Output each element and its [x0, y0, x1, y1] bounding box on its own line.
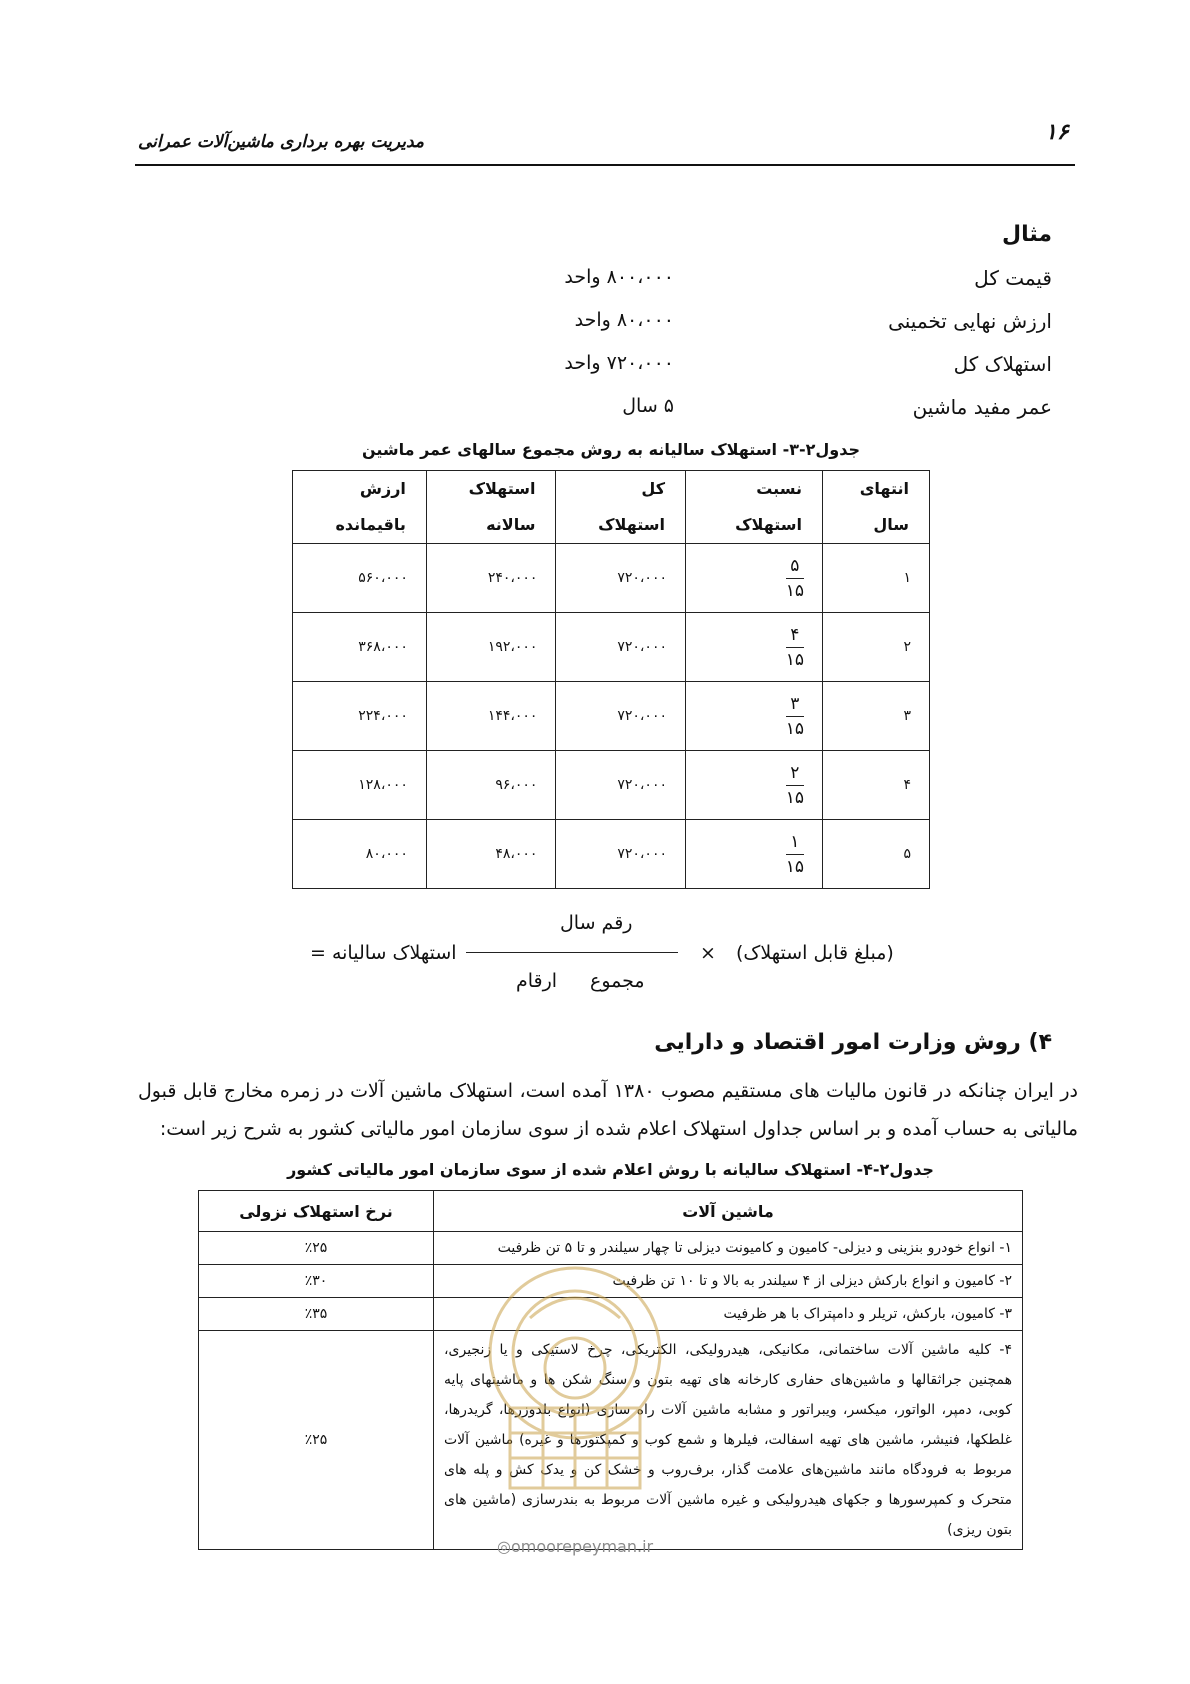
- year-cell: ۱: [823, 544, 930, 613]
- rate-cell: ٪۲۵: [199, 1331, 434, 1550]
- table1-header-cell: استهلاک سالانه: [426, 471, 556, 544]
- example-value-total-depreciation: ۷۲۰،۰۰۰ واحد: [564, 352, 674, 374]
- remaining-value-cell: ۵۶۰،۰۰۰: [293, 544, 427, 613]
- example-title: مثال: [1002, 222, 1052, 247]
- section-paragraph: در ایران چنانکه در قانون مالیات های مستقیم مصوب ۱۳۸۰ آمده است، استهلاک ماشین آلات در زمره مخارج قابل قبول مالیاتی به حساب آمده و بر اساس جداول استهلاک اعلام شده از سوی سازمان امور مالیاتی کشور به شرح زیر است:: [138, 1080, 1079, 1140]
- formula-fraction-bar: [466, 952, 678, 953]
- table-row: [293, 613, 930, 682]
- ratio-cell: $\frac{۴}{۱۵}$: [686, 613, 823, 682]
- total-depreciation-cell: ۷۲۰،۰۰۰: [556, 613, 686, 682]
- machine-cell: ۳- کامیون، بارکش، تریلر و دامپتراک با هر ظرفیت: [434, 1298, 1023, 1331]
- header-rule: [135, 164, 1075, 166]
- machine-header: ماشین آلات: [434, 1191, 1023, 1232]
- table-row: [293, 751, 930, 820]
- year-cell: ۳: [823, 682, 930, 751]
- ratio-cell: $\frac{۵}{۱۵}$: [686, 544, 823, 613]
- annual-depreciation-cell: ۱۴۴،۰۰۰: [426, 682, 556, 751]
- remaining-value-cell: ۸۰،۰۰۰: [293, 820, 427, 889]
- example-label-total-depreciation: استهلاک کل: [953, 352, 1052, 376]
- formula-denominator-1: مجموع: [590, 970, 645, 992]
- remaining-value-cell: ۲۲۴،۰۰۰: [293, 682, 427, 751]
- table2-caption: جدول۲-۴- استهلاک سالیانه با روش اعلام شده از سوی سازمان امور مالیاتی کشور: [287, 1160, 934, 1179]
- formula-lhs: استهلاک سالیانه =: [310, 942, 457, 964]
- formula-rhs: (مبلغ قابل استهلاک): [736, 942, 894, 964]
- table-row: [293, 820, 930, 889]
- formula-times: ×: [700, 942, 716, 964]
- page-number: ۱۶: [1045, 120, 1069, 145]
- example-value-total-price: ۸۰۰،۰۰۰ واحد: [564, 266, 674, 288]
- machine-cell: ۱- انواع خودرو بنزینی و دیزلی- کامیون و کامیونت دیزلی تا چهار سیلندر و تا ۵ تن ظرفیت: [434, 1232, 1023, 1265]
- table1-caption: جدول۲-۳- استهلاک سالیانه به روش مجموع سالهای عمر ماشین: [361, 440, 861, 459]
- table-sum-of-years: [292, 470, 930, 889]
- total-depreciation-cell: ۷۲۰،۰۰۰: [556, 682, 686, 751]
- example-value-useful-life: ۵ سال: [622, 395, 674, 417]
- example-value-salvage-value: ۸۰،۰۰۰ واحد: [574, 309, 674, 331]
- total-depreciation-cell: ۷۲۰،۰۰۰: [556, 820, 686, 889]
- year-cell: ۲: [823, 613, 930, 682]
- rate-cell: ٪۳۵: [199, 1298, 434, 1331]
- table-row: [293, 544, 930, 613]
- remaining-value-cell: ۳۶۸،۰۰۰: [293, 613, 427, 682]
- year-cell: ۴: [823, 751, 930, 820]
- rate-cell: ٪۲۵: [199, 1232, 434, 1265]
- table1-header-cell: ارزش باقیمانده: [293, 471, 427, 544]
- rate-cell: ٪۳۰: [199, 1265, 434, 1298]
- example-label-useful-life: عمر مفید ماشین: [912, 395, 1052, 419]
- book-title: مدیریت بهره برداری ماشین‌آلات عمرانی: [138, 132, 425, 152]
- ratio-cell: $\frac{۳}{۱۵}$: [686, 682, 823, 751]
- watermark-site: ◎omoorepeyman.ir: [497, 1537, 654, 1556]
- total-depreciation-cell: ۷۲۰،۰۰۰: [556, 544, 686, 613]
- machine-cell: ۴- کلیه ماشین آلات ساختمانی، مکانیکی، هیدرولیکی، الکتریکی، چرخ لاستیکی و یا زنجیری، همچنین جراثقالها و ماشین‌های حفاری کارخانه های تهیه بتون و سنگ شکن ها و ماشینهای پایه کوبی، دمپر، الواتور، میکسر، ویبراتور و مشابه ماشین آلات راه سازی (انواع بلدوزرها، گریدرها، غلطکها، فنیشر، ماشین های تهیه اسفالت، فیلرها و شمع کوب و کمپکتورها و غیره) ماشین آلات مربوط به فرودگاه مانند ماشین‌های علامت گذار، برف‌روب و خشک کن و یدک کش و پله های متحرک و کمپرسورها و جکهای هیدرولیکی و غیره ماشین آلات مربوط به بندرسازی (ماشین های بتون ریزی): [434, 1331, 1023, 1550]
- rate-header: نرخ استهلاک نزولی: [199, 1191, 434, 1232]
- section-heading: ۴) روش وزارت امور اقتصاد و دارایی: [654, 1030, 1052, 1055]
- table-row: [293, 682, 930, 751]
- year-cell: ۵: [823, 820, 930, 889]
- example-label-total-price: قیمت کل: [974, 266, 1052, 290]
- table1-header-row: [293, 471, 930, 544]
- machine-cell: ۲- کامیون و انواع بارکش دیزلی از ۴ سیلندر به بالا و تا ۱۰ تن ظرفیت: [434, 1265, 1023, 1298]
- watermark-logo-icon: [470, 1258, 680, 1498]
- example-label-salvage-value: ارزش نهایی تخمینی: [888, 309, 1052, 333]
- table1-header-cell: کل استهلاک: [556, 471, 686, 544]
- table2-header-row: [199, 1191, 1023, 1232]
- table1-header-cell: انتهای سال: [823, 471, 930, 544]
- annual-depreciation-cell: ۲۴۰،۰۰۰: [426, 544, 556, 613]
- remaining-value-cell: ۱۲۸،۰۰۰: [293, 751, 427, 820]
- formula-denominator-2: ارقام: [516, 970, 558, 992]
- table1-header-cell: نسبت استهلاک: [686, 471, 823, 544]
- annual-depreciation-cell: ۱۹۲،۰۰۰: [426, 613, 556, 682]
- formula-numerator: رقم سال: [560, 912, 633, 934]
- total-depreciation-cell: ۷۲۰،۰۰۰: [556, 751, 686, 820]
- ratio-cell: $\frac{۲}{۱۵}$: [686, 751, 823, 820]
- ratio-cell: $\frac{۱}{۱۵}$: [686, 820, 823, 889]
- annual-depreciation-cell: ۹۶،۰۰۰: [426, 751, 556, 820]
- annual-depreciation-cell: ۴۸،۰۰۰: [426, 820, 556, 889]
